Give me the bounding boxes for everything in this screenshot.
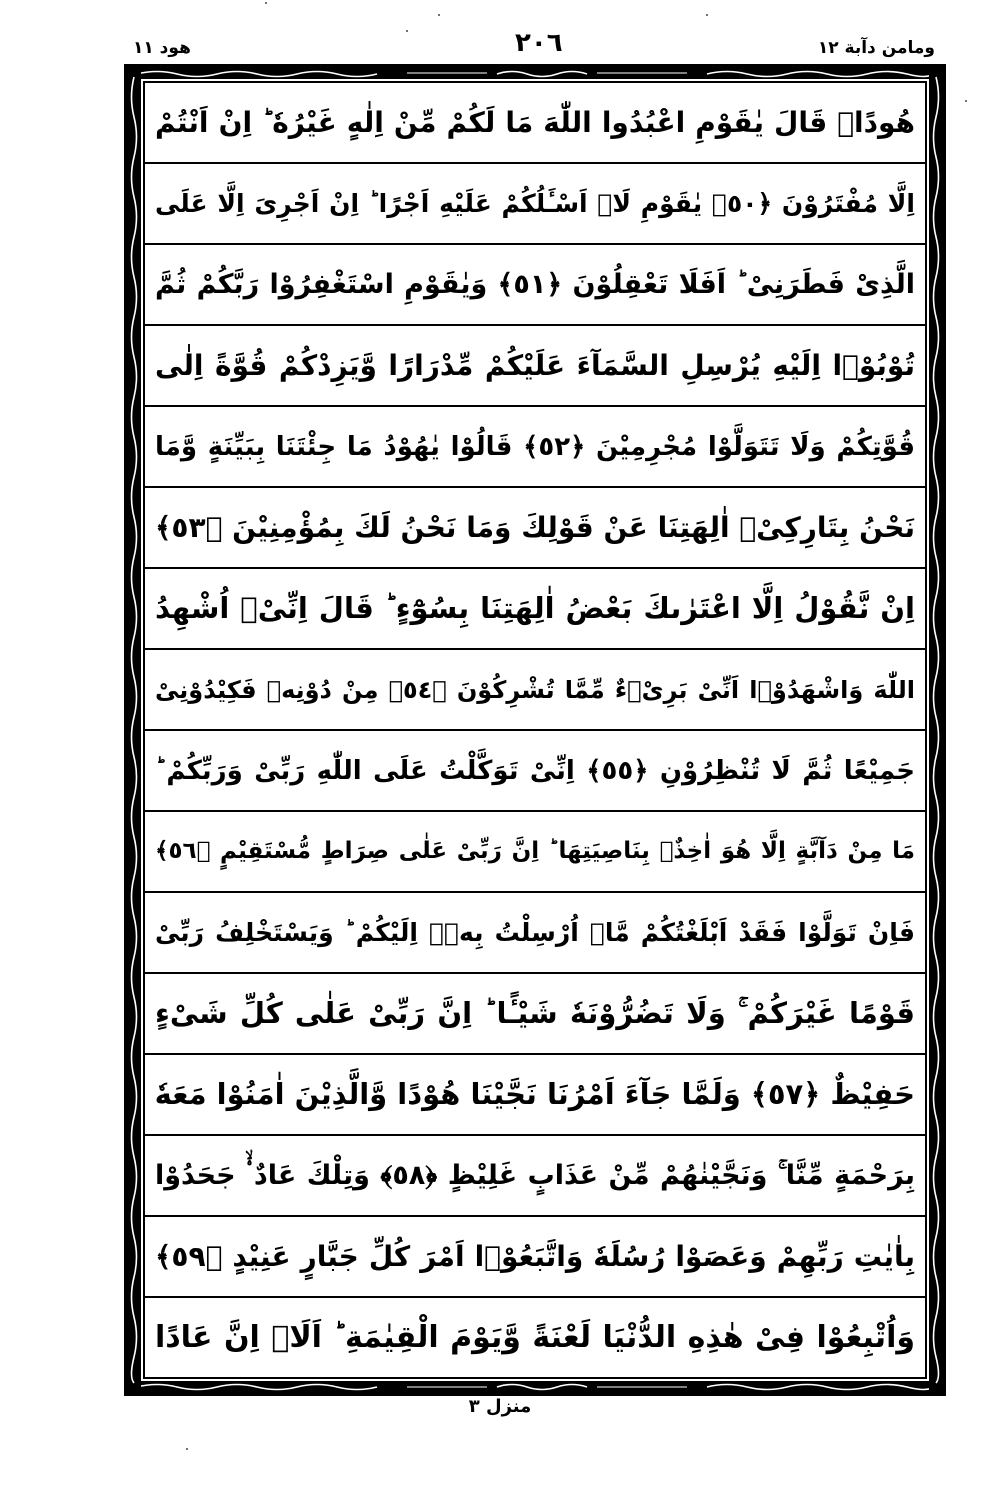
text-line	[145, 326, 925, 407]
line-text: جَمِيْعًا ثُمَّ لَا تُنْظِرُوْنِ ﴿٥٥﴾ اِنِّىْ تَوَكَّلْتُ عَلَى اللّٰهِ رَبِّىْ وَرَبِّكُمْ ؕ	[155, 755, 915, 786]
text-line	[145, 83, 925, 164]
scan-speck	[406, 30, 408, 32]
line-text: مَا مِنْ دَآبَّةٍ اِلَّا هُوَ اٰخِذٌۢ بِنَاصِيَتِهَا ؕ اِنَّ رَبِّىْ عَلٰى صِرَاطٍ مُّسْتَقِيْمٍ ﴿٥٦﴾	[155, 838, 915, 864]
line-text: وَاُتْبِعُوْا فِىْ هٰذِهِ الدُّنْيَا لَعْنَةً وَّيَوْمَ الْقِيٰمَةِ ؕ اَلَاۤ اِنَّ عَادًا	[155, 1319, 915, 1355]
text-line	[145, 1136, 925, 1217]
juz-marker: ومامن دآبة ١٢	[817, 38, 935, 58]
scan-speck	[706, 14, 708, 16]
text-panel	[143, 81, 927, 1379]
line-text: قَوْمًا غَيْرَكُمْ ۚ وَلَا تَضُرُّوْنَهٗ شَيْـًٔا ؕ اِنَّ رَبِّىْ عَلٰى كُلِّ شَىْءٍ	[155, 996, 915, 1030]
line-text: نَحْنُ بِتَارِكِىْۤ اٰلِهَتِنَا عَنْ قَوْلِكَ وَمَا نَحْنُ لَكَ بِمُؤْمِنِيْنَ ﴿٥٣﴾	[155, 510, 915, 544]
line-text: تُوْبُوْۤا اِلَيْهِ يُرْسِلِ السَّمَآءَ عَلَيْكُمْ مِّدْرَارًا وَّيَزِدْكُمْ قُوَّةً اِلٰى	[155, 348, 915, 382]
text-line	[145, 245, 925, 326]
text-line	[145, 731, 925, 812]
scan-speck	[965, 100, 967, 102]
line-text: اِلَّا مُفْتَرُوْنَ ﴿٥٠﴾ يٰقَوْمِ لَاۤ اَسْـَٔلُكُمْ عَلَيْهِ اَجْرًا ؕ اِنْ اَجْرِىَ اِلَّا عَلَى	[155, 189, 915, 218]
scan-speck	[438, 14, 440, 16]
text-line	[145, 407, 925, 488]
text-line	[145, 1055, 925, 1136]
text-line	[145, 974, 925, 1055]
line-text: الَّذِىْ فَطَرَنِىْ ؕ اَفَلَا تَعْقِلُوْنَ ﴿٥١﴾ وَيٰقَوْمِ اسْتَغْفِرُوْا رَبَّكُمْ ثُمَّ	[155, 269, 915, 300]
line-text: بِرَحْمَةٍ مِّنَّا ۚ وَنَجَّيْنٰهُمْ مِّنْ عَذَابٍ غَلِيْظٍ ﴿٥٨﴾ وَتِلْكَ عَادٌ ۟ۙ جَحَدُوْا	[155, 1160, 915, 1191]
text-line	[145, 650, 925, 731]
border-ornament-bottom	[127, 1381, 943, 1393]
line-text: فَاِنْ تَوَلَّوْا فَقَدْ اَبْلَغْتُكُمْ مَّاۤ اُرْسِلْتُ بِهٖۤ اِلَيْكُمْ ؕ وَيَسْتَخْلِفُ رَبِّىْ	[155, 918, 915, 947]
text-line	[145, 812, 925, 893]
line-text: هُودًاۘ قَالَ يٰقَوْمِ اعْبُدُوا اللّٰهَ مَا لَكُمْ مِّنْ اِلٰهٍ غَيْرُهٗ ؕ اِنْ اَنْتُمْ	[155, 105, 915, 139]
border-ornament-right	[929, 67, 943, 1393]
border-ornament-left	[127, 67, 141, 1393]
ornamental-frame	[124, 64, 946, 1396]
border-ornament-top	[127, 67, 943, 79]
page-header	[125, 28, 945, 64]
line-text: اللّٰهَ وَاشْهَدُوْۤا اَنِّىْ بَرِىْۤءٌ مِّمَّا تُشْرِكُوْنَ ﴿٥٤﴾ مِنْ دُوْنِهٖ فَكِيْدُوْنِىْ	[155, 675, 915, 704]
scan-speck	[186, 1448, 188, 1450]
manzil-marker: منزل ٣	[468, 1396, 532, 1417]
text-line	[145, 893, 925, 974]
line-text: قُوَّتِكُمْ وَلَا تَتَوَلَّوْا مُجْرِمِيْنَ ﴿٥٢﴾ قَالُوْا يٰهُوْدُ مَا جِئْتَنَا بِبَيِّنَةٍ وَّمَا	[155, 431, 915, 462]
text-line	[145, 488, 925, 569]
text-line	[145, 1298, 925, 1377]
surah-marker: هود ١١	[133, 38, 191, 58]
text-line	[145, 164, 925, 245]
text-line	[145, 1217, 925, 1298]
line-text: بِاٰيٰتِ رَبِّهِمْ وَعَصَوْا رُسُلَهٗ وَاتَّبَعُوْۤا اَمْرَ كُلِّ جَبَّارٍ عَنِيْدٍ ﴿٥٩﴾	[155, 1239, 915, 1273]
text-line	[145, 569, 925, 650]
page-number: ٢٠٦	[515, 28, 563, 58]
line-text: اِنْ نَّقُوْلُ اِلَّا اعْتَرٰىكَ بَعْضُ اٰلِهَتِنَا بِسُوْٓءٍ ؕ قَالَ اِنِّىْۤ اُشْهِدُ	[155, 591, 915, 625]
scan-speck	[265, 2, 267, 4]
line-text: حَفِيْظٌ ﴿٥٧﴾ وَلَمَّا جَآءَ اَمْرُنَا نَجَّيْنَا هُوْدًا وَّالَّذِيْنَ اٰمَنُوْا مَعَهٗ	[154, 1077, 915, 1111]
